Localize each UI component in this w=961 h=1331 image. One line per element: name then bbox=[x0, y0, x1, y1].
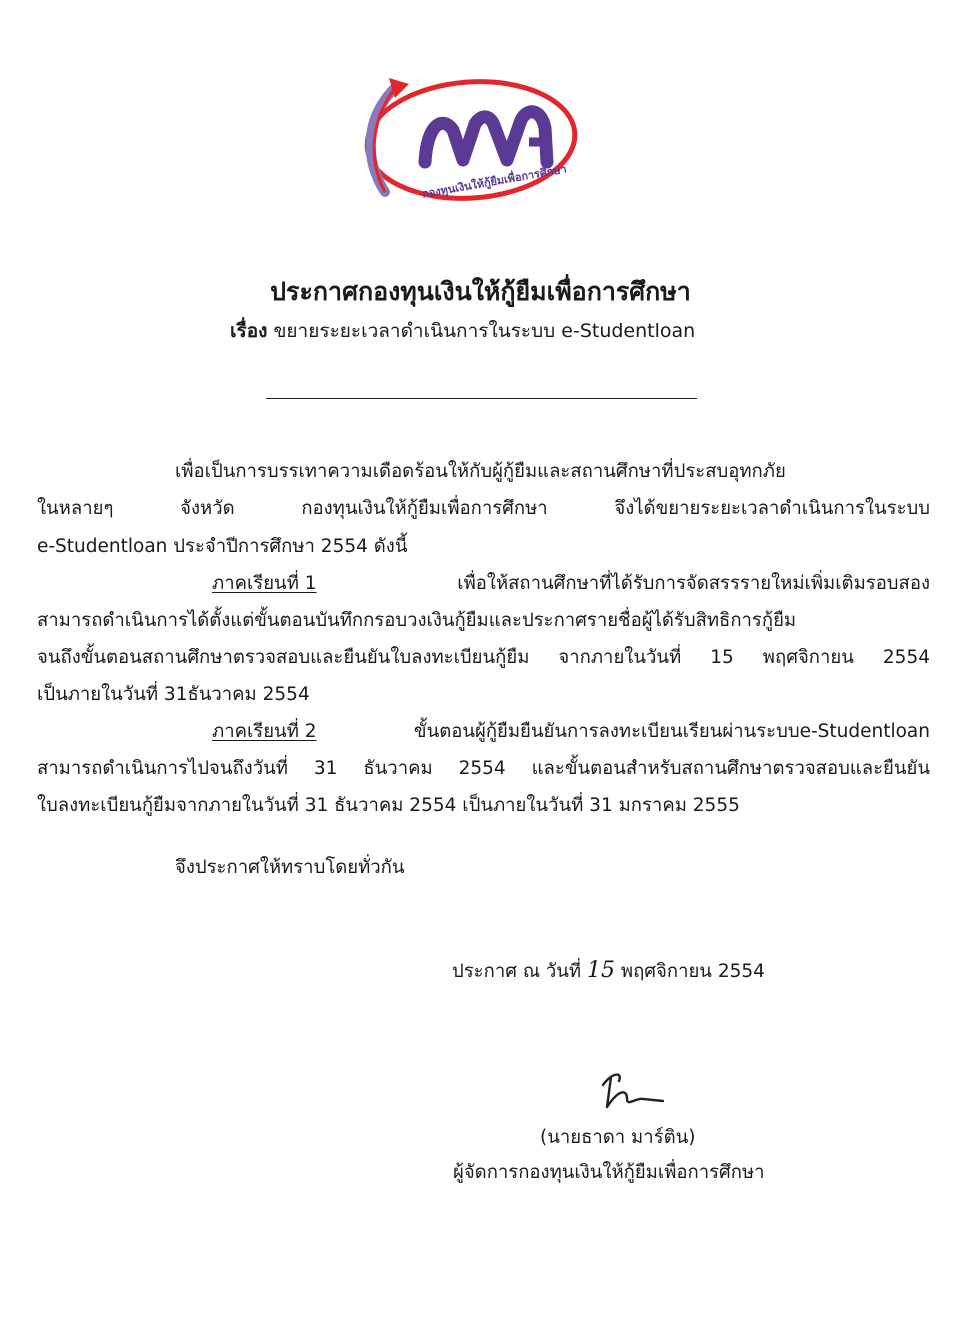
date-prefix: ประกาศ ณ วันที่ bbox=[452, 961, 582, 982]
logo-ring-text: กองทุนเงินให้กู้ยืมเพื่อการศึกษา bbox=[421, 162, 568, 201]
signer-name: (นายธาดา มาร์ติน) bbox=[540, 1127, 696, 1148]
intro-line-2: ในหลายๆ จังหวัด กองทุนเงินให้กู้ยืมเพื่อการศึกษา จึงได้ขยายระยะเวลาดำเนินการในระบบ bbox=[37, 498, 930, 519]
intro-line-3: e-Studentloan ประจำปีการศึกษา 2554 ดังนี้ bbox=[37, 536, 408, 557]
signer-title: ผู้จัดการกองทุนเงินให้กู้ยืมเพื่อการศึกษา bbox=[453, 1162, 765, 1183]
term1-line-2: จนถึงขั้นตอนสถานศึกษาตรวจสอบและยืนยันใบลงทะเบียนกู้ยืม จากภายในวันที่ 15 พฤศจิกายน 2554 bbox=[37, 647, 930, 668]
announcement-title: ประกาศกองทุนเงินให้กู้ยืมเพื่อการศึกษา bbox=[270, 277, 691, 306]
date-day: 15 bbox=[587, 958, 615, 983]
signature-image bbox=[597, 1067, 677, 1117]
term1-label: ภาคเรียนที่ 1 bbox=[212, 573, 317, 594]
term1-line-1: สามารถดำเนินการได้ตั้งแต่ขั้นตอนบันทึกกรอบวงเงินกู้ยืมและประกาศรายชื่อผู้ได้รับสิทธิการกู้ยืม bbox=[37, 610, 797, 631]
announcement-subject bbox=[230, 316, 830, 346]
term1-line-3: เป็นภายในวันที่ 31ธันวาคม 2554 bbox=[37, 684, 310, 705]
term2-line-1: สามารถดำเนินการไปจนถึงวันที่ 31 ธันวาคม 2554 และขั้นตอนสำหรับสถานศึกษาตรวจสอบและยืนยัน bbox=[37, 758, 930, 779]
term2-first-text: ขั้นตอนผู้กู้ยืมยืนยันการลงทะเบียนเรียนผ่านระบบe-Studentloan bbox=[413, 721, 930, 742]
intro-line-1: เพื่อเป็นการบรรเทาความเดือดร้อนให้กับผู้กู้ยืมและสถานศึกษาที่ประสบอุทกภัย bbox=[175, 461, 786, 482]
fund-logo bbox=[345, 72, 585, 207]
header-divider bbox=[266, 398, 697, 399]
subject-label: เรื่อง bbox=[230, 320, 268, 342]
term2-label: ภาคเรียนที่ 2 bbox=[212, 721, 317, 742]
term1-first-text: เพื่อให้สถานศึกษาที่ได้รับการจัดสรรรายใหม่เพิ่มเติมรอบสอง bbox=[457, 573, 930, 594]
term1-first-line bbox=[212, 571, 930, 597]
term2-line-2: ใบลงทะเบียนกู้ยืมจากภายในวันที่ 31 ธันวาคม 2554 เป็นภายในวันที่ 31 มกราคม 2555 bbox=[37, 795, 740, 816]
subject-text: ขยายระยะเวลาดำเนินการในระบบ e-Studentloan bbox=[273, 320, 696, 342]
term2-first-line bbox=[212, 719, 930, 745]
date-suffix: พฤศจิกายน 2554 bbox=[620, 961, 765, 982]
announcement-date bbox=[452, 958, 765, 985]
closing-text: จึงประกาศให้ทราบโดยทั่วกัน bbox=[175, 857, 405, 878]
